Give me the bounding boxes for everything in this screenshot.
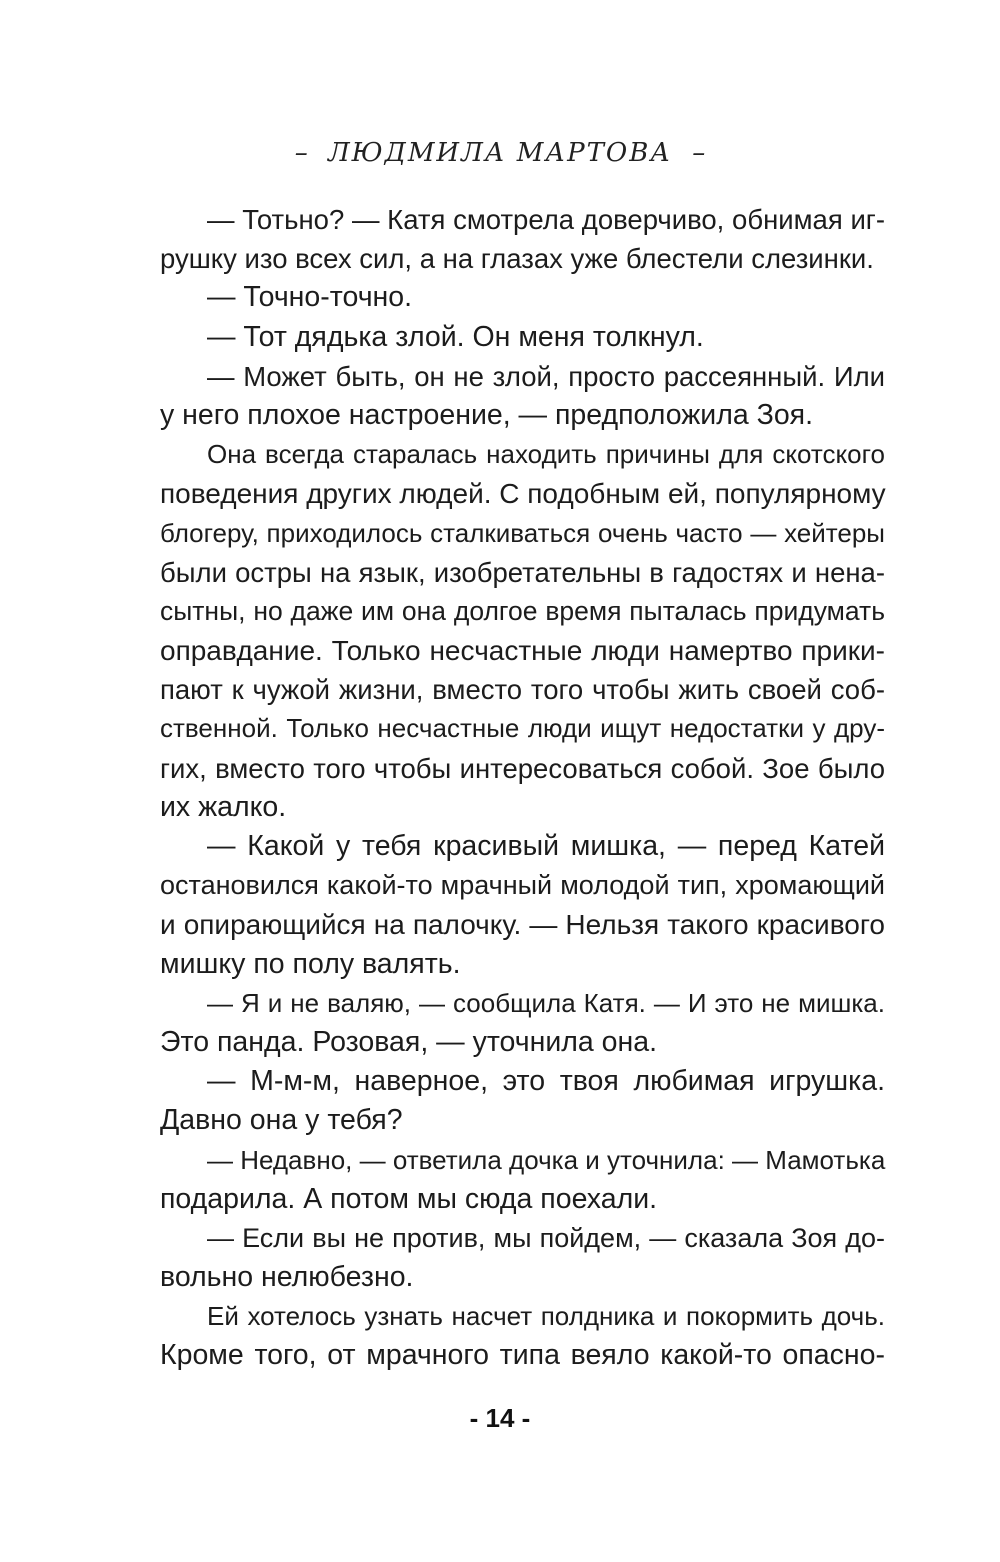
text-line: Это панда. Розовая, — уточнила она. [160,1025,658,1058]
text-line: поведения других людей. С подобным ей, популярному [160,478,886,510]
header-dash-left: – [294,138,308,168]
text-line: — Какой у тебя красивый мишка, — перед Катей [207,830,885,862]
text-line: Кроме того, от мрачного типа веяло какой-то опасно- [160,1339,885,1372]
text-line: Она всегда старалась находить причины для скотского [207,439,885,470]
text-line: остановился какой-то мрачный молодой тип, хромающий [160,870,885,901]
text-line: Ей хотелось узнать насчет полдника и покормить дочь. [207,1301,885,1332]
author-name: ЛЮДМИЛА МАРТОВА [327,138,673,168]
body-text [160,200,885,1376]
text-line: подарила. А потом мы сюда поехали. [160,1182,658,1215]
text-line: пают к чужой жизни, вместо того чтобы жить своей соб- [160,674,885,706]
text-line: — Тот дядька злой. Он меня толкнул. [207,320,704,353]
text-line: — Если вы не против, мы пойдем, — сказала Зоя до- [207,1222,885,1253]
text-line: гих, вместо того чтобы интересоваться собой. Зое было [160,752,885,784]
text-line: — Может быть, он не злой, просто рассеянный. Или [207,360,885,392]
text-line: блогеру, приходилось сталкиваться очень часто — хейтеры [160,517,885,548]
text-line: рушку изо всех сил, а на глазах уже блестели слезинки. [160,243,874,275]
text-line: у него плохое настроение, — предположила Зоя. [160,398,814,431]
text-line: были остры на язык, изобретательны в гадостях и нена- [160,556,885,588]
text-line: вольно нелюбезно. [160,1261,414,1294]
text-line: — М-м-м, наверное, это твоя любимая игрушка. [207,1065,885,1098]
text-line: — Недавно, — ответила дочка и уточнила: — Мамотька [207,1144,886,1175]
text-line: — Точно-точно. [207,281,413,314]
text-line: ственной. Только несчастные люди ищут недостатки у дру- [160,713,885,744]
text-line: и опирающийся на палочку. — Нельзя такого красивого [160,909,885,941]
text-line: — Я и не валяю, — сообщила Катя. — И это не мишка. [207,987,885,1018]
header-dash-right: – [692,138,706,168]
text-line: оправдание. Только несчастные люди намертво прики- [160,635,885,667]
running-header [0,138,1000,168]
text-line: Давно она у тебя? [160,1104,403,1137]
text-line: сытны, но даже им она долгое время пыталась придумать [160,595,885,626]
text-line: мишку по полу валять. [160,947,461,980]
text-line: их жалко. [160,790,287,823]
text-line: — Тотьно? — Катя смотрела доверчиво, обнимая иг- [207,204,885,235]
page-number: - 14 - [469,1403,531,1433]
